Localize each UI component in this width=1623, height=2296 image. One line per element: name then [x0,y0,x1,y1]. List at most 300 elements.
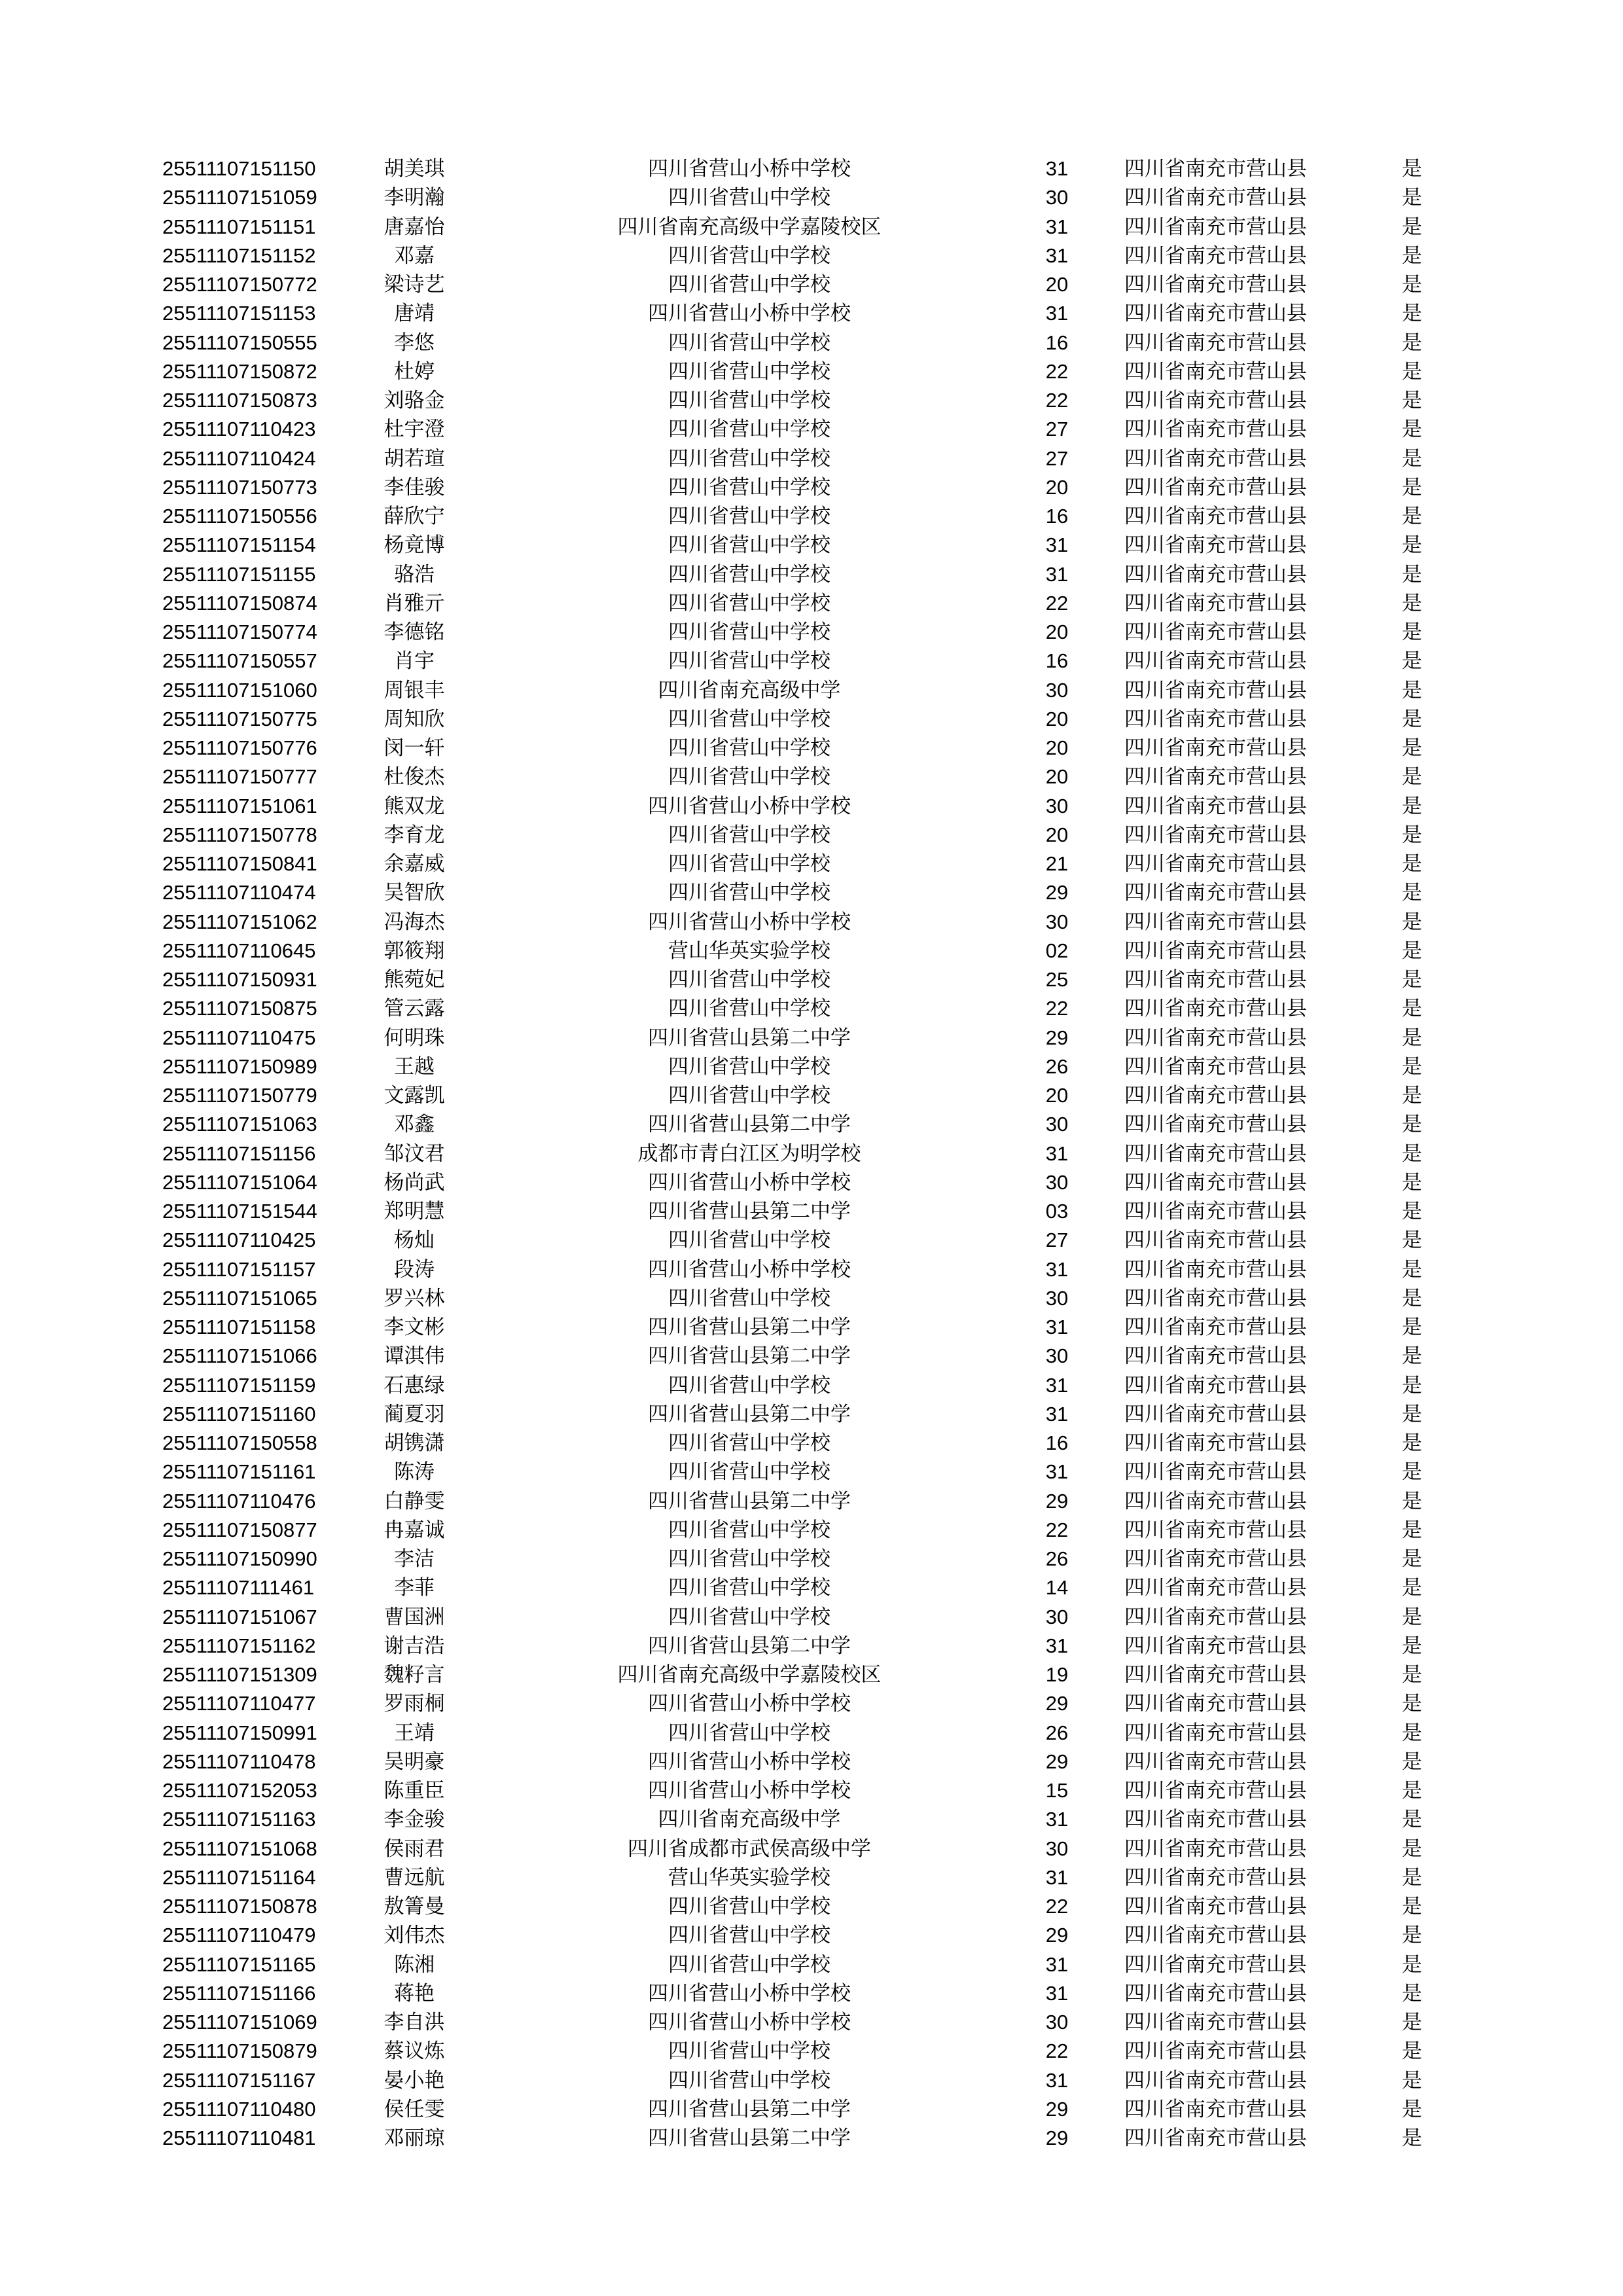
table-row [0,937,1623,965]
flag-cell: 是 [1402,939,1422,963]
candidate-id-cell: 25511107110477 [162,1692,316,1715]
flag-cell: 是 [1402,1749,1422,1774]
school-cell: 四川省营山中学校 [668,2039,830,2064]
data-table [0,154,1623,2153]
candidate-id-cell: 25511107150991 [162,1721,317,1744]
region-cell: 四川省南充市营山县 [1124,302,1307,326]
table-row [0,1603,1623,1632]
region-cell: 四川省南充市营山县 [1124,997,1307,1021]
region-cell: 四川省南充市营山县 [1124,562,1307,586]
candidate-id-cell: 25511107110476 [162,1489,316,1513]
region-cell: 四川省南充市营山县 [1124,215,1307,239]
school-cell: 四川省营山县第二中学 [648,1402,851,1426]
name-cell: 杜婷 [394,359,435,384]
school-cell: 四川省营山县第二中学 [648,2097,851,2121]
school-cell: 四川省成都市武侯高级中学 [628,1837,871,1861]
region-cell: 四川省南充市营山县 [1124,1779,1307,1803]
school-cell: 四川省营山小桥中学校 [648,1981,851,2005]
number-cell: 30 [1045,1605,1069,1628]
school-cell: 四川省营山中学校 [668,505,830,528]
name-cell: 唐嘉怡 [383,215,445,239]
flag-cell: 是 [1402,1489,1422,1513]
school-cell: 四川省营山县第二中学 [648,1026,851,1050]
name-cell: 管云露 [383,997,445,1021]
number-cell: 30 [1045,1344,1069,1368]
candidate-id-cell: 25511107150873 [162,389,317,412]
table-row [0,299,1623,328]
table-row [0,878,1623,907]
table-row [0,502,1623,531]
number-cell: 31 [1045,1460,1069,1484]
table-row [0,1979,1623,2008]
flag-cell: 是 [1402,1113,1422,1137]
school-cell: 四川省营山县第二中学 [648,1113,851,1137]
candidate-id-cell: 25511107151166 [162,1981,316,2005]
region-cell: 四川省南充市营山县 [1124,1721,1307,1745]
table-row [0,734,1623,762]
name-cell: 李德铭 [383,620,445,644]
flag-cell: 是 [1402,1316,1422,1339]
table-row [0,473,1623,502]
table-row [0,1400,1623,1429]
flag-cell: 是 [1402,1663,1422,1687]
region-cell: 四川省南充市营山县 [1124,649,1307,673]
candidate-id-cell: 25511107151155 [162,562,316,586]
flag-cell: 是 [1402,1605,1422,1629]
number-cell: 25 [1045,968,1069,991]
candidate-id-cell: 25511107151162 [162,1634,316,1657]
name-cell: 蔺夏羽 [383,1402,445,1426]
school-cell: 四川省营山小桥中学校 [648,1779,851,1803]
table-row [0,676,1623,705]
region-cell: 四川省南充市营山县 [1124,1402,1307,1426]
number-cell: 20 [1045,475,1069,499]
flag-cell: 是 [1402,1402,1422,1426]
table-row [0,415,1623,444]
candidate-id-cell: 25511107110474 [162,881,316,905]
flag-cell: 是 [1402,562,1422,586]
flag-cell: 是 [1402,968,1422,992]
region-cell: 四川省南充市营山县 [1124,591,1307,615]
flag-cell: 是 [1402,2068,1422,2092]
number-cell: 16 [1045,331,1069,354]
flag-cell: 是 [1402,1141,1422,1166]
number-cell: 22 [1045,997,1069,1020]
candidate-id-cell: 25511107150777 [162,765,317,789]
school-cell: 四川省营山中学校 [668,562,830,586]
flag-cell: 是 [1402,910,1422,934]
number-cell: 27 [1045,446,1069,470]
school-cell: 四川省营山中学校 [668,418,830,442]
region-cell: 四川省南充市营山县 [1124,1460,1307,1484]
flag-cell: 是 [1402,302,1422,326]
school-cell: 四川省营山中学校 [668,446,830,471]
table-row [0,1255,1623,1284]
school-cell: 四川省营山中学校 [668,997,830,1021]
number-cell: 27 [1045,418,1069,441]
name-cell: 谢吉浩 [383,1634,445,1658]
school-cell: 四川省南充高级中学嘉陵校区 [617,215,882,239]
table-row [0,357,1623,386]
table-row [0,560,1623,589]
name-cell: 陈湘 [394,1952,435,1977]
table-row [0,1284,1623,1313]
number-cell: 14 [1045,1576,1069,1600]
table-row [0,850,1623,878]
number-cell: 31 [1045,302,1069,325]
number-cell: 31 [1045,1981,1069,2005]
candidate-id-cell: 25511107151167 [162,2068,316,2092]
flag-cell: 是 [1402,215,1422,239]
table-row [0,705,1623,734]
name-cell: 邓丽琼 [383,2126,445,2150]
name-cell: 蒋艳 [394,1981,435,2005]
name-cell: 熊双龙 [383,794,445,818]
region-cell: 四川省南充市营山县 [1124,2097,1307,2121]
name-cell: 罗雨桐 [383,1692,445,1716]
flag-cell: 是 [1402,1200,1422,1223]
candidate-id-cell: 25511107150556 [162,505,317,528]
flag-cell: 是 [1402,1721,1422,1745]
table-row [0,1689,1623,1718]
candidate-id-cell: 25511107150774 [162,620,317,643]
number-cell: 16 [1045,505,1069,528]
candidate-id-cell: 25511107110423 [162,418,316,441]
table-row [0,1632,1623,1660]
table-row [0,1516,1623,1545]
number-cell: 31 [1045,1373,1069,1397]
region-cell: 四川省南充市营山县 [1124,678,1307,702]
name-cell: 骆浩 [394,562,435,586]
name-cell: 梁诗艺 [383,273,445,296]
school-cell: 四川省营山中学校 [668,649,830,673]
school-cell: 四川省营山中学校 [668,1924,830,1948]
flag-cell: 是 [1402,1865,1422,1890]
number-cell: 29 [1045,2097,1069,2121]
number-cell: 16 [1045,649,1069,673]
school-cell: 四川省营山县第二中学 [648,1316,851,1339]
candidate-id-cell: 25511107110481 [162,2126,316,2149]
school-cell: 四川省营山中学校 [668,475,830,499]
region-cell: 四川省南充市营山县 [1124,1895,1307,1918]
number-cell: 21 [1045,852,1069,875]
name-cell: 闵一轩 [383,736,445,760]
number-cell: 29 [1045,1692,1069,1715]
name-cell: 吴智欣 [383,881,445,905]
table-row [0,444,1623,473]
school-cell: 四川省南充高级中学嘉陵校区 [617,1663,882,1687]
flag-cell: 是 [1402,736,1422,760]
school-cell: 四川省营山县第二中学 [648,1634,851,1658]
table-row [0,1573,1623,1602]
table-row [0,329,1623,357]
table-row [0,589,1623,618]
school-cell: 四川省营山小桥中学校 [648,302,851,326]
table-row [0,213,1623,242]
candidate-id-cell: 25511107150877 [162,1518,317,1541]
region-cell: 四川省南充市营山县 [1124,2039,1307,2064]
candidate-id-cell: 25511107110424 [162,446,316,470]
flag-cell: 是 [1402,1518,1422,1542]
flag-cell: 是 [1402,707,1422,731]
region-cell: 四川省南充市营山县 [1124,1084,1307,1107]
candidate-id-cell: 25511107110480 [162,2097,316,2121]
flag-cell: 是 [1402,1431,1422,1455]
name-cell: 胡镌潇 [383,1431,445,1455]
number-cell: 20 [1045,707,1069,730]
table-row [0,1921,1623,1950]
name-cell: 王越 [394,1054,435,1079]
candidate-id-cell: 25511107151158 [162,1316,316,1338]
number-cell: 22 [1045,2039,1069,2063]
table-row [0,154,1623,183]
flag-cell: 是 [1402,533,1422,558]
candidate-id-cell: 25511107150557 [162,649,317,673]
number-cell: 31 [1045,2068,1069,2092]
table-row [0,1950,1623,1979]
number-cell: 31 [1045,533,1069,557]
region-cell: 四川省南充市营山县 [1124,1634,1307,1658]
table-row [0,994,1623,1023]
school-cell: 四川省营山中学校 [668,1286,830,1310]
name-cell: 邓嘉 [394,243,435,268]
flag-cell: 是 [1402,1460,1422,1484]
flag-cell: 是 [1402,359,1422,384]
region-cell: 四川省南充市营山县 [1124,881,1307,905]
number-cell: 29 [1045,1489,1069,1513]
table-row [0,1458,1623,1486]
table-row [0,183,1623,212]
number-cell: 20 [1045,620,1069,643]
candidate-id-cell: 25511107151157 [162,1257,316,1281]
number-cell: 31 [1045,1865,1069,1889]
region-cell: 四川省南充市营山县 [1124,1141,1307,1166]
flag-cell: 是 [1402,1373,1422,1397]
region-cell: 四川省南充市营山县 [1124,1692,1307,1716]
region-cell: 四川省南充市营山县 [1124,1431,1307,1455]
school-cell: 四川省营山小桥中学校 [648,2011,851,2034]
region-cell: 四川省南充市营山县 [1124,1605,1307,1629]
region-cell: 四川省南充市营山县 [1124,243,1307,268]
school-cell: 四川省营山中学校 [668,1229,830,1253]
name-cell: 白静雯 [383,1489,445,1513]
school-cell: 四川省营山中学校 [668,823,830,847]
region-cell: 四川省南充市营山县 [1124,939,1307,963]
flag-cell: 是 [1402,1634,1422,1658]
name-cell: 谭淇伟 [383,1344,445,1369]
region-cell: 四川省南充市营山县 [1124,1286,1307,1310]
flag-cell: 是 [1402,997,1422,1021]
table-row [0,2008,1623,2037]
flag-cell: 是 [1402,852,1422,876]
name-cell: 郑明慧 [383,1200,445,1223]
candidate-id-cell: 25511107151156 [162,1141,316,1165]
number-cell: 22 [1045,359,1069,383]
region-cell: 四川省南充市营山县 [1124,794,1307,818]
school-cell: 四川省营山小桥中学校 [648,1257,851,1282]
candidate-id-cell: 25511107151065 [162,1286,317,1310]
candidate-id-cell: 25511107110645 [162,939,316,962]
table-row [0,2066,1623,2095]
name-cell: 胡若瑄 [383,446,445,471]
flag-cell: 是 [1402,1054,1422,1079]
name-cell: 杜宇澄 [383,418,445,442]
candidate-id-cell: 25511107150989 [162,1054,317,1078]
flag-cell: 是 [1402,418,1422,442]
flag-cell: 是 [1402,1952,1422,1977]
flag-cell: 是 [1402,1026,1422,1050]
school-cell: 四川省营山县第二中学 [648,1344,851,1369]
flag-cell: 是 [1402,620,1422,644]
region-cell: 四川省南充市营山县 [1124,505,1307,528]
name-cell: 冉嘉诚 [383,1518,445,1542]
number-cell: 31 [1045,1141,1069,1165]
candidate-id-cell: 25511107151068 [162,1837,317,1860]
region-cell: 四川省南充市营山县 [1124,331,1307,355]
table-row [0,531,1623,560]
flag-cell: 是 [1402,649,1422,673]
region-cell: 四川省南充市营山县 [1124,2126,1307,2150]
table-row [0,1371,1623,1400]
name-cell: 吴明豪 [383,1749,445,1774]
name-cell: 李明瀚 [383,186,445,210]
flag-cell: 是 [1402,273,1422,296]
candidate-id-cell: 25511107150990 [162,1547,317,1570]
number-cell: 30 [1045,1170,1069,1194]
name-cell: 熊菀妃 [383,968,445,992]
region-cell: 四川省南充市营山县 [1124,2068,1307,2092]
candidate-id-cell: 25511107110478 [162,1749,316,1773]
school-cell: 四川省营山小桥中学校 [648,910,851,934]
flag-cell: 是 [1402,1257,1422,1282]
number-cell: 31 [1045,1316,1069,1338]
table-row [0,1226,1623,1255]
region-cell: 四川省南充市营山县 [1124,389,1307,412]
school-cell: 四川省营山中学校 [668,765,830,789]
flag-cell: 是 [1402,1924,1422,1948]
candidate-id-cell: 25511107150879 [162,2039,317,2063]
number-cell: 15 [1045,1779,1069,1802]
table-row [0,821,1623,850]
table-row [0,618,1623,647]
name-cell: 陈涛 [394,1460,435,1484]
candidate-id-cell: 25511107151063 [162,1113,317,1136]
name-cell: 杨竟博 [383,533,445,558]
number-cell: 20 [1045,823,1069,846]
flag-cell: 是 [1402,881,1422,905]
flag-cell: 是 [1402,2039,1422,2064]
table-row [0,386,1623,415]
flag-cell: 是 [1402,591,1422,615]
region-cell: 四川省南充市营山县 [1124,707,1307,731]
school-cell: 营山华英实验学校 [668,939,830,963]
school-cell: 四川省营山县第二中学 [648,1489,851,1513]
number-cell: 30 [1045,794,1069,817]
table-row [0,1545,1623,1573]
number-cell: 31 [1045,157,1069,180]
table-row [0,1024,1623,1052]
name-cell: 陈重臣 [383,1779,445,1803]
number-cell: 30 [1045,186,1069,209]
region-cell: 四川省南充市营山县 [1124,968,1307,992]
candidate-id-cell: 25511107111461 [162,1576,315,1600]
flag-cell: 是 [1402,475,1422,499]
name-cell: 侯任雯 [383,2097,445,2121]
candidate-id-cell: 25511107110479 [162,1924,316,1947]
table-row [0,1892,1623,1921]
table-row [0,1776,1623,1805]
school-cell: 四川省营山中学校 [668,389,830,412]
candidate-id-cell: 25511107150875 [162,997,317,1020]
name-cell: 郭筱翔 [383,939,445,963]
school-cell: 四川省营山中学校 [668,1373,830,1397]
number-cell: 29 [1045,1924,1069,1947]
candidate-id-cell: 25511107151160 [162,1402,316,1426]
number-cell: 20 [1045,765,1069,789]
number-cell: 29 [1045,881,1069,905]
name-cell: 杨尚武 [383,1170,445,1194]
number-cell: 22 [1045,389,1069,412]
candidate-id-cell: 25511107150878 [162,1895,317,1918]
school-cell: 四川省营山中学校 [668,707,830,731]
school-cell: 四川省营山中学校 [668,1518,830,1542]
flag-cell: 是 [1402,678,1422,702]
candidate-id-cell: 25511107150555 [162,331,317,354]
name-cell: 肖雅亓 [383,591,445,615]
candidate-id-cell: 25511107151159 [162,1373,316,1397]
number-cell: 31 [1045,1952,1069,1976]
table-row [0,1052,1623,1081]
candidate-id-cell: 25511107151151 [162,215,316,238]
region-cell: 四川省南充市营山县 [1124,446,1307,471]
name-cell: 李悠 [394,331,435,355]
table-row [0,1863,1623,1892]
flag-cell: 是 [1402,1229,1422,1253]
number-cell: 16 [1045,1431,1069,1454]
candidate-id-cell: 25511107150775 [162,707,317,730]
flag-cell: 是 [1402,2126,1422,2150]
region-cell: 四川省南充市营山县 [1124,1837,1307,1861]
region-cell: 四川省南充市营山县 [1124,157,1307,181]
school-cell: 四川省营山县第二中学 [648,1200,851,1223]
name-cell: 李菲 [394,1576,435,1600]
flag-cell: 是 [1402,1837,1422,1861]
school-cell: 四川省营山中学校 [668,1605,830,1629]
candidate-id-cell: 25511107151165 [162,1952,316,1976]
candidate-id-cell: 25511107150773 [162,475,317,499]
flag-cell: 是 [1402,186,1422,210]
number-cell: 29 [1045,1749,1069,1773]
table-row [0,1835,1623,1863]
region-cell: 四川省南充市营山县 [1124,1113,1307,1137]
candidate-id-cell: 25511107152053 [162,1779,317,1802]
candidate-id-cell: 25511107151163 [162,1808,316,1831]
school-cell: 四川省营山中学校 [668,1576,830,1600]
number-cell: 20 [1045,1084,1069,1107]
name-cell: 薛欣宁 [383,505,445,528]
flag-cell: 是 [1402,1692,1422,1716]
number-cell: 20 [1045,273,1069,296]
school-cell: 四川省营山小桥中学校 [648,1749,851,1774]
school-cell: 四川省营山中学校 [668,1952,830,1977]
region-cell: 四川省南充市营山县 [1124,1865,1307,1890]
flag-cell: 是 [1402,765,1422,789]
flag-cell: 是 [1402,1808,1422,1832]
school-cell: 四川省营山县第二中学 [648,2126,851,2150]
number-cell: 22 [1045,1895,1069,1918]
region-cell: 四川省南充市营山县 [1124,533,1307,558]
region-cell: 四川省南充市营山县 [1124,1952,1307,1977]
